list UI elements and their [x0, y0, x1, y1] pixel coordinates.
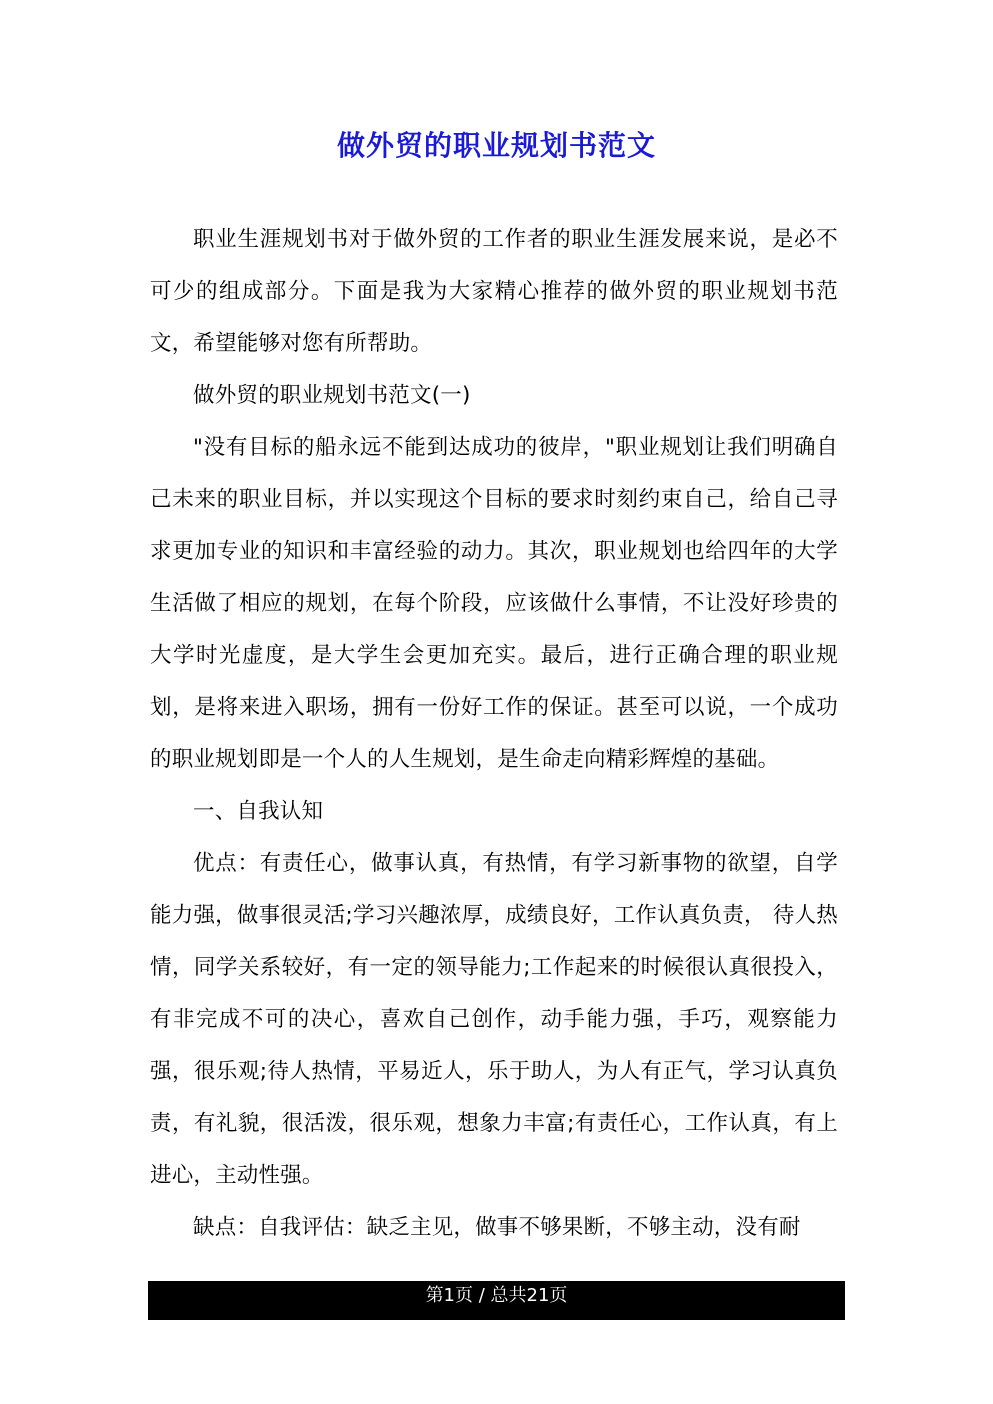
- page-footer-bar: [148, 1281, 845, 1320]
- body-paragraph-career-planning: "没有目标的船永远不能到达成功的彼岸，"职业规划让我们明确自己未来的职业目标，并以实现这个目标的要求时刻约束自己，给自己寻求更加专业的知识和丰富经验的动力。其次，职业规划也给四年的大学生活做了相应的规划，在每个阶段，应该做什么事情，不让没好珍贵的大学时光虚度，是大学生会更加充实。最后，进行正确合理的职业规划，是将来进入职场，拥有一份好工作的保证。甚至可以说，一个成功的职业规划即是一个人的人生规划，是生命走向精彩辉煌的基础。: [150, 435, 838, 772]
- document-title: 做外贸的职业规划书范文: [336, 129, 656, 162]
- section-heading-sample-one: 做外贸的职业规划书范文(一): [193, 383, 471, 408]
- page-indicator: 第1页 / 总共21页: [425, 1285, 568, 1306]
- section-heading-self-awareness: 一、自我认知: [193, 799, 324, 824]
- document-body: [150, 214, 838, 1254]
- body-paragraph-strengths: 优点：有责任心，做事认真，有热情，有学习新事物的欲望，自学能力强，做事很灵活;学习兴趣浓厚，成绩良好，工作认真负责， 待人热情，同学关系较好，有一定的领导能力;工作起来的时候很认真很投入，有非完成不可的决心，喜欢自己创作，动手能力强，手巧，观察能力强，很乐观;待人热情，平易近人，乐于助人，为人有正气，学习认真负责，有礼貌，很活泼，很乐观，想象力丰富;有责任心，工作认真，有上进心，主动性强。: [150, 851, 838, 1188]
- intro-paragraph: 职业生涯规划书对于做外贸的工作者的职业生涯发展来说，是必不可少的组成部分。下面是我为大家精心推荐的做外贸的职业规划书范文，希望能够对您有所帮助。: [150, 227, 838, 356]
- body-paragraph-weaknesses: 缺点：自我评估：缺乏主见，做事不够果断，不够主动，没有耐: [193, 1215, 801, 1240]
